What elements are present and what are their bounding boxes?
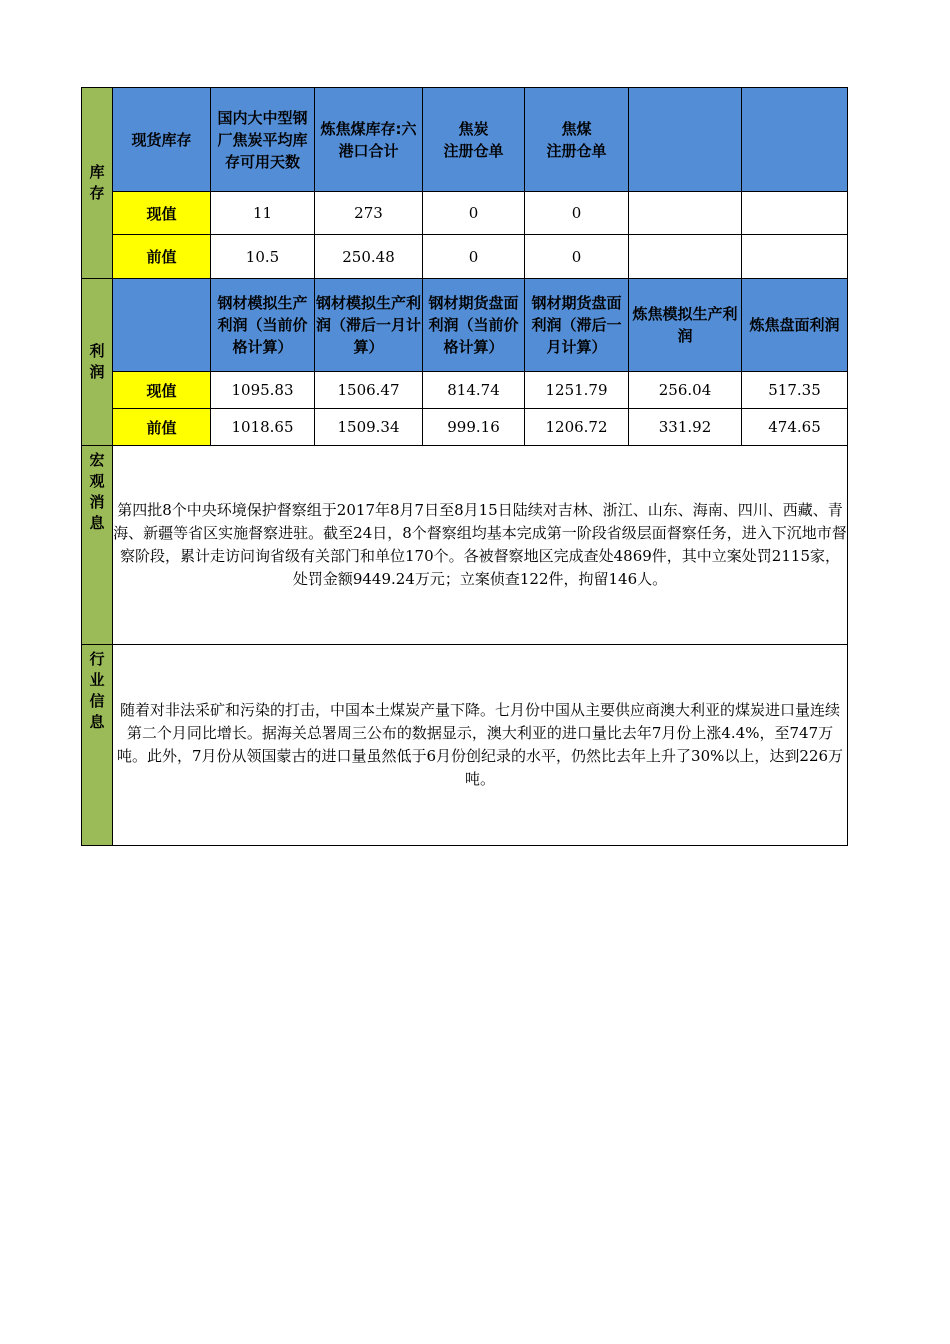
profit-current-cell: 1095.83 (211, 372, 315, 409)
inventory-header-cell (742, 88, 848, 192)
inventory-header-cell (629, 88, 742, 192)
profit-header-cell: 炼焦模拟生产利润 (629, 279, 742, 372)
profit-previous-cell: 331.92 (629, 409, 742, 446)
profit-current-cell: 256.04 (629, 372, 742, 409)
profit-current-cell: 1506.47 (315, 372, 423, 409)
inventory-previous-cell: 10.5 (211, 235, 315, 279)
inventory-current-cell: 0 (423, 192, 525, 235)
industry-news-text: 随着对非法采矿和污染的打击，中国本土煤炭产量下降。七月份中国从主要供应商澳大利亚的煤炭进口量连续第二个月同比增长。据海关总署周三公布的数据显示，澳大利亚的进口量比去年7月份上涨4.4%，至747万吨。此外，7月份从领国蒙古的进口量虽然低于6月份创纪录的水平，仍然比去年上升了30%以上，达到226万吨。 (113, 645, 848, 846)
profit-current-cell: 517.35 (742, 372, 848, 409)
previous-value-label: 前值 (113, 409, 211, 446)
inventory-previous-cell: 0 (423, 235, 525, 279)
profit-current-row (82, 372, 848, 409)
inventory-previous-cell (629, 235, 742, 279)
inventory-header-row (82, 88, 848, 192)
profit-previous-cell: 1206.72 (525, 409, 629, 446)
industry-news-row (82, 645, 848, 846)
inventory-current-cell: 273 (315, 192, 423, 235)
inventory-header-cell: 国内大中型钢厂焦炭平均库存可用天数 (211, 88, 315, 192)
inventory-header-cell: 焦炭 注册仓单 (423, 88, 525, 192)
profit-header-cell: 炼焦盘面利润 (742, 279, 848, 372)
macro-news-label: 宏 观 消 息 (82, 446, 113, 645)
inventory-current-row (82, 192, 848, 235)
inventory-current-cell (629, 192, 742, 235)
inventory-previous-cell (742, 235, 848, 279)
inventory-current-cell: 0 (525, 192, 629, 235)
profit-header-cell: 钢材模拟生产利润（当前价格计算） (211, 279, 315, 372)
profit-header-cell: 钢材期货盘面利润（滞后一月计算） (525, 279, 629, 372)
previous-value-label: 前值 (113, 235, 211, 279)
profit-previous-cell: 999.16 (423, 409, 525, 446)
inventory-current-cell (742, 192, 848, 235)
inventory-current-cell: 11 (211, 192, 315, 235)
current-value-label: 现值 (113, 372, 211, 409)
inventory-section-label: 库 存 (82, 88, 113, 279)
profit-previous-cell: 1509.34 (315, 409, 423, 446)
industry-news-label: 行 业 信 息 (82, 645, 113, 846)
profit-current-cell: 814.74 (423, 372, 525, 409)
profit-previous-cell: 474.65 (742, 409, 848, 446)
current-value-label: 现值 (113, 192, 211, 235)
profit-header-cell: 钢材期货盘面利润（当前价格计算） (423, 279, 525, 372)
inventory-header-cell: 炼焦煤库存:六港口合计 (315, 88, 423, 192)
inventory-header-cell: 焦煤 注册仓单 (525, 88, 629, 192)
profit-section-label: 利 润 (82, 279, 113, 446)
futures-summary-sheet (81, 87, 848, 846)
profit-previous-row (82, 409, 848, 446)
profit-current-cell: 1251.79 (525, 372, 629, 409)
profit-corner-header (113, 279, 211, 372)
profit-previous-cell: 1018.65 (211, 409, 315, 446)
profit-header-cell: 钢材模拟生产利润（滞后一月计算） (315, 279, 423, 372)
inventory-previous-row (82, 235, 848, 279)
inventory-corner-header: 现货库存 (113, 88, 211, 192)
inventory-previous-cell: 0 (525, 235, 629, 279)
inventory-previous-cell: 250.48 (315, 235, 423, 279)
profit-header-row (82, 279, 848, 372)
macro-news-row (82, 446, 848, 645)
macro-news-text: 第四批8个中央环境保护督察组于2017年8月7日至8月15日陆续对吉林、浙江、山东、海南、四川、西藏、青海、新疆等省区实施督察进驻。截至24日，8个督察组均基本完成第一阶段省级层面督察任务，进入下沉地市督察阶段，累计走访问询省级有关部门和单位170个。各被督察地区完成查处4869件，其中立案处罚2115家，处罚金额9449.24万元；立案侦查122件，拘留146人。 (113, 446, 848, 645)
